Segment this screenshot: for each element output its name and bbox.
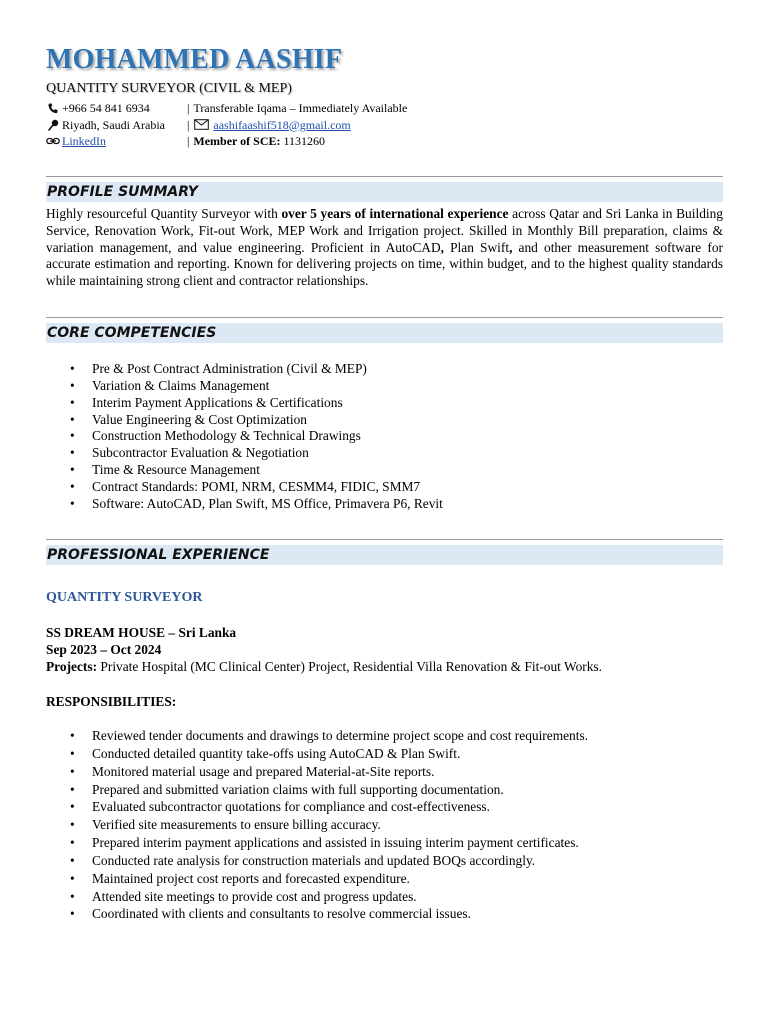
summary-emphasis: over 5 years of international experience	[281, 206, 509, 221]
bullet-icon: •	[70, 906, 75, 922]
bullet-icon: •	[70, 763, 75, 779]
list-item-text: Pre & Post Contract Administration (Civil & MEP)	[92, 361, 367, 376]
iqama-row	[187, 100, 407, 117]
bullet-icon: •	[70, 799, 75, 815]
bullet-icon: •	[70, 377, 75, 393]
list-item	[46, 834, 588, 852]
projects-label: Projects:	[46, 658, 98, 674]
email-row[interactable]	[187, 117, 407, 134]
list-item-text: Conducted rate analysis for construction materials and updated BOQs accordingly.	[92, 852, 536, 868]
competencies-list	[46, 361, 443, 513]
bullet-icon: •	[70, 870, 75, 886]
list-item	[46, 888, 588, 906]
summary-text: across Qatar and Sri Lanka in Building Service, Renovation Work, Fit-out Work, MEP Work and Irrigation project. Skilled in Monthly Bill preparation, claims & variation management, and value engineering. Proficient in AutoCAD	[46, 206, 724, 255]
bullet-icon: •	[70, 728, 75, 743]
phone-row	[46, 100, 165, 117]
list-item-text: Contract Standards: POMI, NRM, CESMM4, FIDIC, SMM7	[92, 478, 421, 494]
list-item	[46, 816, 588, 834]
list-item-text: Time & Resource Management	[92, 462, 260, 478]
candidate-name: MOHAMMED AASHIF	[46, 44, 343, 75]
location-text: Riyadh, Saudi Arabia	[62, 117, 165, 132]
list-item-text: Monitored material usage and prepared Material-at-Site reports.	[92, 763, 435, 779]
bullet-icon: •	[70, 361, 75, 376]
list-item	[46, 798, 588, 816]
bullet-icon: •	[70, 478, 75, 494]
phone-icon	[46, 101, 60, 115]
sce-row	[187, 133, 407, 150]
envelope-icon	[193, 118, 209, 132]
section-heading-professional-experience: PROFESSIONAL EXPERIENCE	[46, 545, 723, 565]
bullet-icon: •	[70, 745, 75, 761]
list-item	[46, 496, 443, 513]
bullet-icon: •	[70, 835, 75, 851]
list-item-text: Prepared and submitted variation claims with full supporting documentation.	[92, 781, 504, 797]
contact-right-column	[187, 100, 407, 150]
list-item	[46, 745, 588, 763]
bullet-icon: •	[70, 781, 75, 797]
contact-left-column	[46, 100, 165, 150]
bullet-icon: •	[70, 852, 75, 868]
bullet-icon: •	[70, 394, 75, 410]
list-item	[46, 412, 443, 429]
list-item-text: Attended site meetings to provide cost and progress updates.	[92, 888, 417, 904]
sce-value: 1131260	[280, 134, 326, 148]
projects-line	[46, 659, 602, 676]
phone-number: +966 54 841 6934	[62, 101, 150, 115]
list-item-text: Interim Payment Applications & Certifications	[92, 394, 343, 410]
linkedin-row[interactable]	[46, 133, 165, 150]
summary-text: and other measurement software for accurate estimation and reporting. Known for delivering projects on time, within budget, and to the highest quality standards while maintaining strong client and contractor relationships.	[46, 239, 723, 289]
employer-name: SS DREAM HOUSE – Sri Lanka	[46, 625, 237, 640]
summary-text: Highly resourceful Quantity Surveyor with	[46, 206, 282, 221]
list-item	[46, 378, 443, 395]
summary-text: Plan Swift	[443, 239, 510, 255]
pin-icon	[46, 118, 60, 132]
list-item-text: Verified site measurements to ensure billing accuracy.	[92, 817, 381, 833]
separator: |	[187, 101, 190, 115]
list-item-text: Software: AutoCAD, Plan Swift, MS Office, Primavera P6, Revit	[92, 495, 443, 511]
employer-block	[46, 625, 602, 675]
email-link[interactable]: aashifaashif518@gmail.com	[213, 117, 351, 132]
responsibilities-list	[46, 727, 588, 923]
list-item	[46, 428, 443, 445]
linkedin-link[interactable]: LinkedIn	[62, 134, 106, 148]
list-item-text: Variation & Claims Management	[92, 377, 270, 393]
link-icon	[46, 134, 60, 148]
candidate-title: QUANTITY SURVEYOR (CIVIL & MEP)	[46, 81, 292, 96]
list-item	[46, 479, 443, 496]
list-item	[46, 727, 588, 745]
bullet-icon: •	[70, 495, 75, 511]
bullet-icon: •	[70, 428, 75, 444]
section-heading-core-competencies: CORE COMPETENCIES	[46, 323, 723, 343]
list-item-text: Reviewed tender documents and drawings to determine project scope and cost requirements.	[92, 728, 589, 743]
bullet-icon: •	[70, 445, 75, 461]
list-item	[46, 361, 443, 378]
bullet-icon: •	[70, 462, 75, 478]
summary-emphasis: ,	[440, 239, 444, 255]
list-item-text: Coordinated with clients and consultants to resolve commercial issues.	[92, 906, 471, 922]
responsibilities-heading: RESPONSIBILITIES:	[46, 694, 177, 709]
list-item-text: Prepared interim payment applications and assisted in issuing interim payment certificates.	[92, 835, 579, 851]
projects-text: Private Hospital (MC Clinical Center) Project, Residential Villa Renovation & Fit-out Works.	[97, 658, 602, 674]
list-item-text: Evaluated subcontractor quotations for compliance and cost-effectiveness.	[92, 799, 490, 815]
summary-emphasis: ,	[509, 239, 513, 255]
list-item-text: Value Engineering & Cost Optimization	[92, 411, 307, 427]
separator: |	[187, 134, 190, 148]
list-item	[46, 462, 443, 479]
separator: |	[187, 117, 190, 132]
list-item	[46, 870, 588, 888]
list-item	[46, 852, 588, 870]
location-row	[46, 117, 165, 134]
divider	[46, 539, 723, 540]
bullet-icon: •	[70, 411, 75, 427]
list-item-text: Maintained project cost reports and forecasted expenditure.	[92, 870, 410, 886]
bullet-icon: •	[70, 817, 75, 833]
list-item	[46, 781, 588, 799]
iqama-status: Transferable Iqama – Immediately Available	[193, 101, 408, 115]
profile-summary-text	[46, 206, 723, 290]
list-item	[46, 445, 443, 462]
list-item	[46, 395, 443, 412]
bullet-icon: •	[70, 888, 75, 904]
list-item	[46, 905, 588, 923]
list-item	[46, 763, 588, 781]
section-heading-profile-summary: PROFILE SUMMARY	[46, 182, 723, 202]
divider	[46, 176, 723, 177]
list-item-text: Subcontractor Evaluation & Negotiation	[92, 445, 309, 461]
sce-label: Member of SCE:	[193, 134, 281, 148]
list-item-text: Construction Methodology & Technical Drawings	[92, 428, 361, 444]
list-item-text: Conducted detailed quantity take-offs using AutoCAD & Plan Swift.	[92, 745, 461, 761]
divider	[46, 317, 723, 318]
employment-dates: Sep 2023 – Oct 2024	[46, 641, 162, 657]
job-title: QUANTITY SURVEYOR	[46, 590, 203, 605]
